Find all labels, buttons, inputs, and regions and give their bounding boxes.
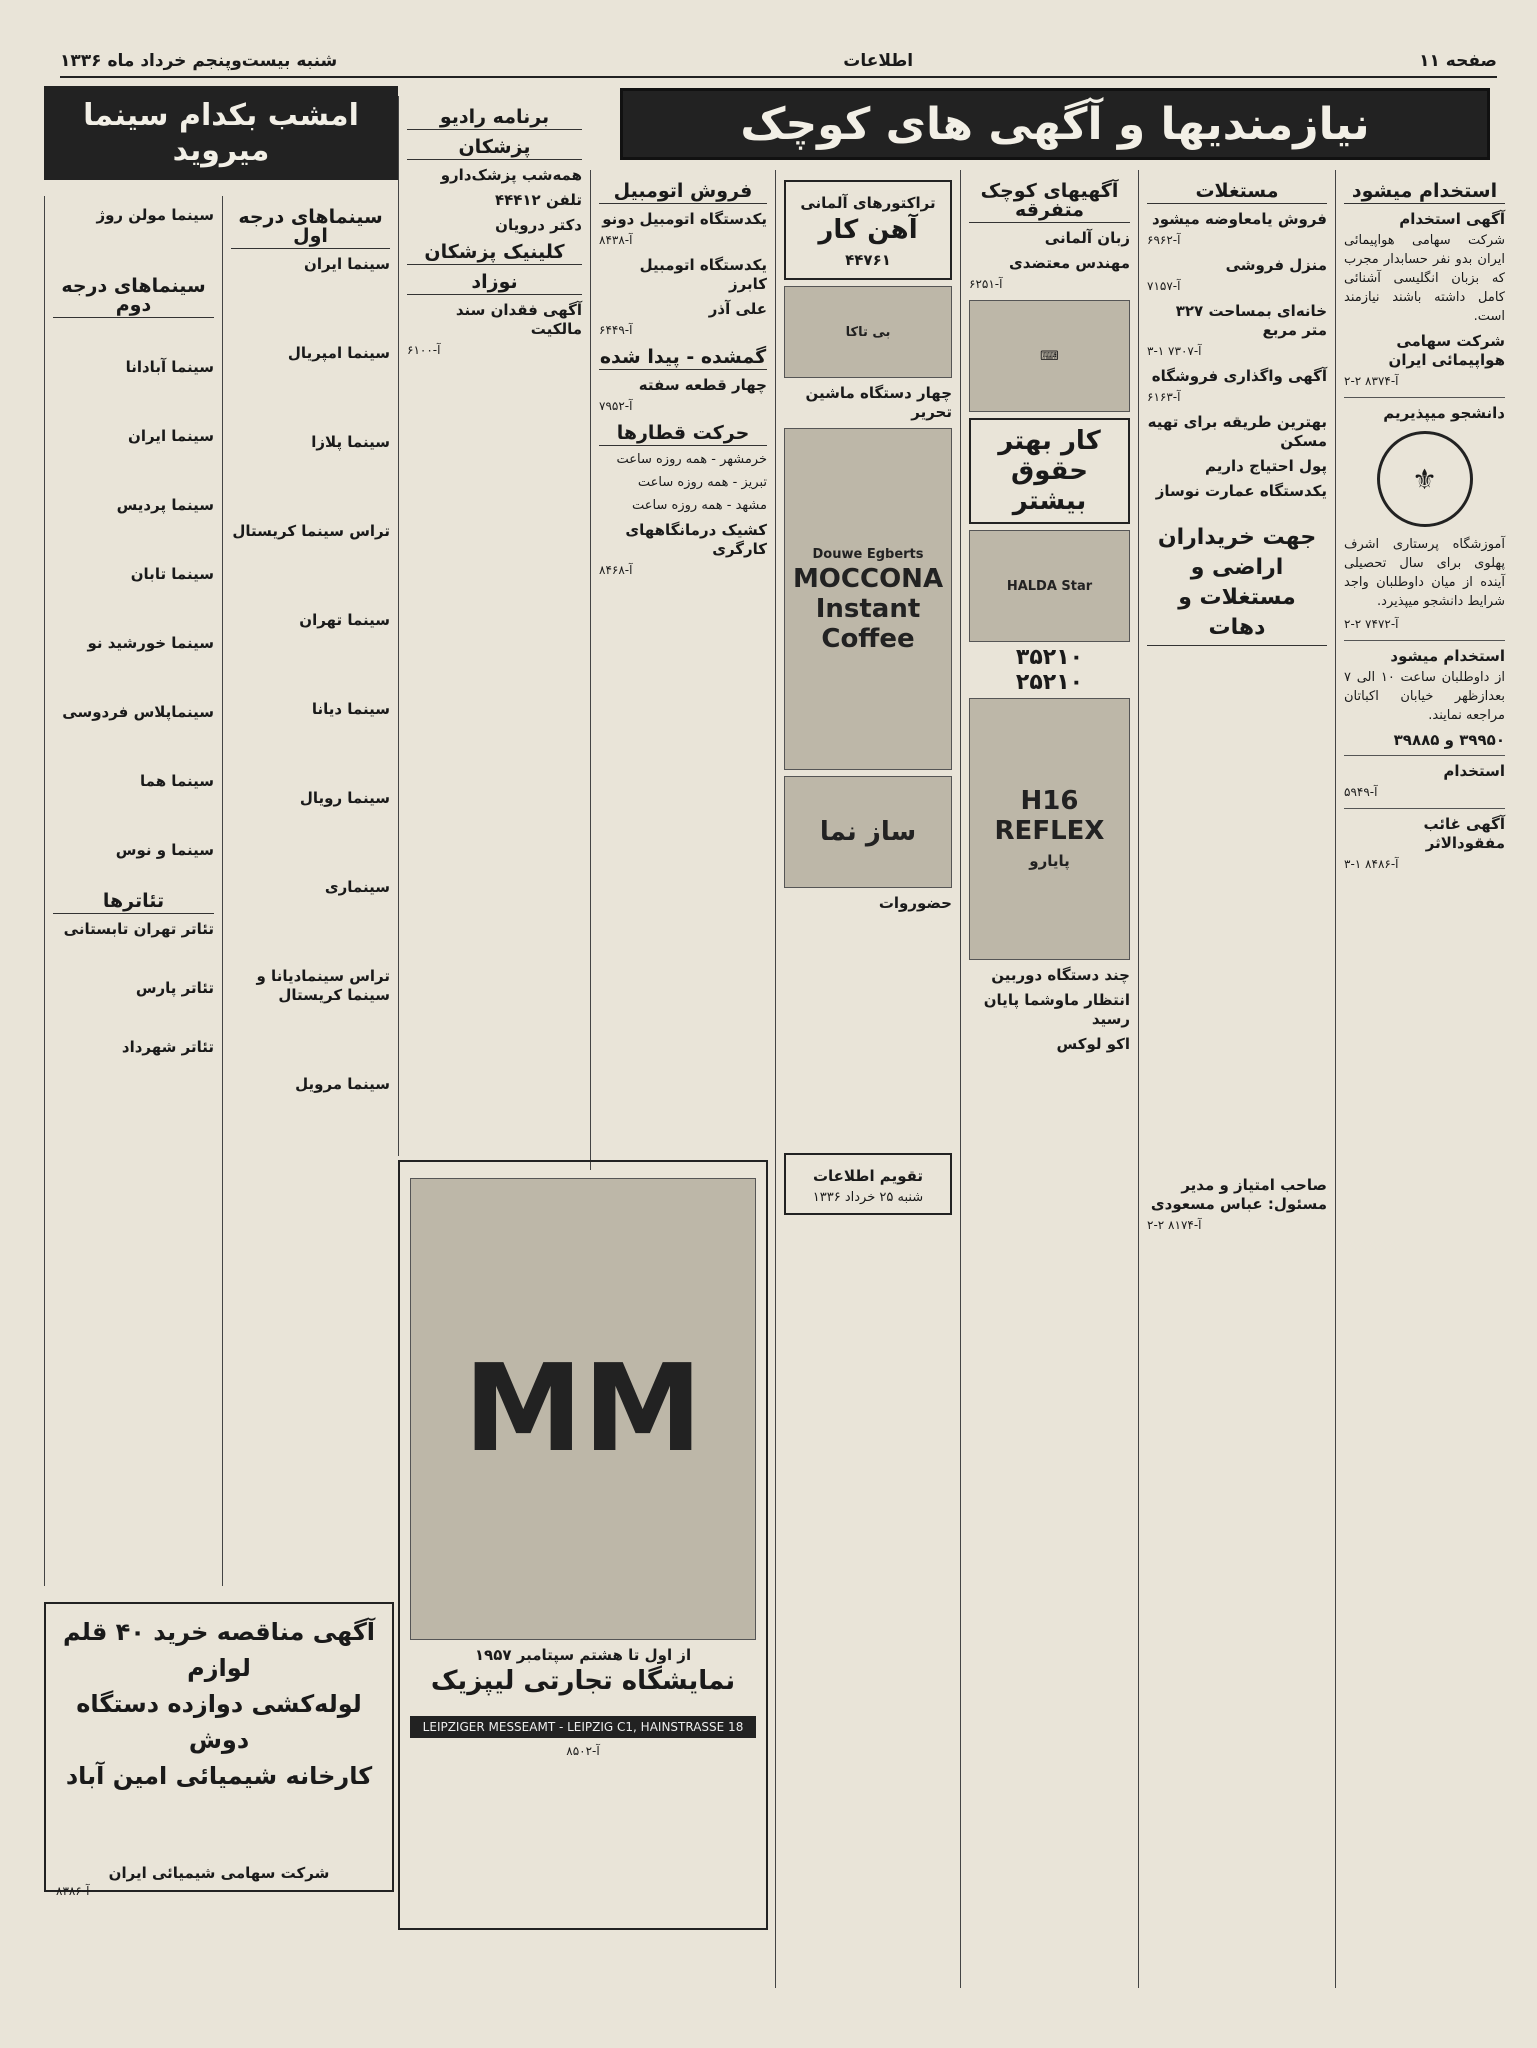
divider xyxy=(1344,397,1505,398)
ad-heading: اکو لوکس xyxy=(1056,1035,1130,1053)
ad-brand: ساز نما xyxy=(819,817,917,847)
cinema-banner xyxy=(44,86,398,180)
section-title: پزشکان xyxy=(407,136,582,160)
ad-signature: شرکت سهامی هواپیمائی ایران xyxy=(1388,332,1505,369)
ad-brand: آهن کار xyxy=(818,215,918,245)
section-title: آگهیهای کوچک متفرقه xyxy=(969,180,1130,223)
ad-body: آموزشگاه پرستاری اشرف پهلوی برای سال تحصیلی آینده از میان داوطلبان واجد شرایط دانشجو میپذیرد. xyxy=(1344,537,1505,609)
ad-heading: آگهی واگذاری فروشگاه xyxy=(1151,367,1327,385)
ad-signature: مهندس معتضدی xyxy=(1009,254,1130,272)
issue-date: شنبه بیست‌و‌پنجم خرداد ماه ۱۳۳۶ xyxy=(60,51,338,71)
ad-code: آ-۷۱۵۷ xyxy=(1147,279,1181,293)
ad-body: از داوطلبان ساعت ۱۰ الی ۷ بعدازظهر خیابان اکباتان مراجعه نمایند. xyxy=(1344,670,1505,723)
theater-name: تئاتر شهرداد xyxy=(121,1038,214,1056)
cinema-name: سینماپلاس فردوسی xyxy=(62,703,214,721)
ad-heading: بهترین طریقه برای تهیه مسکن xyxy=(1147,413,1327,450)
cinema-name: سینما تابان xyxy=(130,565,214,583)
column-misc-ads xyxy=(960,170,1138,1988)
calendar-box xyxy=(784,1153,952,1215)
column-cinemas-second xyxy=(44,196,222,1586)
cinema-name: تراس سینمادیانا و سینما کریستال xyxy=(256,967,390,1004)
page-number: صفحه ۱۱ xyxy=(1419,51,1497,71)
ad-heading: تراکتورهای آلمانی xyxy=(800,194,936,212)
ad-brand: بی تاکا xyxy=(845,324,891,340)
ad-heading: استخدام xyxy=(1443,762,1505,780)
column-employment xyxy=(1335,170,1513,1988)
cinema-name: سینما مولن روژ xyxy=(96,206,214,224)
coffee-tin-icon xyxy=(784,428,952,770)
cinema-name: سینما پلازا xyxy=(311,433,390,451)
column-cinemas-first xyxy=(222,196,398,1586)
ad-heading: انتظار ماوشما پایان رسید xyxy=(983,991,1130,1028)
ad-heading: همه‌شب پزشک‌دارو xyxy=(440,166,582,184)
job-ad xyxy=(969,418,1130,524)
page-header xyxy=(60,46,1497,78)
divider xyxy=(1344,640,1505,641)
section-title: گمشده - پیدا شده xyxy=(599,346,767,368)
section-title: سینماهای درجه دوم xyxy=(53,275,214,318)
ad-phone: تلفن ۴۴۴۱۲ xyxy=(494,191,582,209)
ad-heading: منزل فروشی xyxy=(1225,256,1327,274)
ad-heading: دانشجو میپذیریم xyxy=(1383,404,1505,422)
fair-date: از اول تا هشتم سپتامبر ۱۹۵۷ xyxy=(474,1646,692,1664)
train-line: مشهد - همه روزه ساعت xyxy=(632,498,767,513)
ad-code: ۳-۱ آ-۷۳۰۷ xyxy=(1147,344,1202,358)
ad-heading: آگهی فقدان سند مالکیت xyxy=(455,301,582,338)
camera-icon xyxy=(969,698,1130,960)
toothpaste-icon xyxy=(784,286,952,378)
section-title: فروش اتومبیل xyxy=(599,180,767,204)
ad-signature: علی آذر xyxy=(708,300,767,318)
ad-heading: چهار دستگاه ماشین تحریر xyxy=(805,384,952,421)
ad-brand: Douwe Egberts xyxy=(812,546,924,562)
tender-signature: شرکت سهامی شیمیائی ایران xyxy=(108,1864,330,1882)
ad-code: آ-۶۲۵۱ xyxy=(969,277,1003,291)
ad-heading: حضوروات xyxy=(878,894,952,912)
tender-line: آگهی مناقصه خرید ۴۰ قلم لوازم xyxy=(62,1618,376,1682)
ad-heading: چهار قطعه سفته xyxy=(638,376,767,394)
cinema-name: سینما خورشید نو xyxy=(87,634,214,652)
ad-code: آ-۶۴۴۹ xyxy=(599,323,633,337)
ad-code: ۲-۲ آ-۷۴۷۲ xyxy=(1344,617,1399,631)
ad-heading: فروش یامعاوضه میشود xyxy=(1152,210,1327,228)
ad-subbrand: پایارو xyxy=(1029,851,1070,870)
ad-code: ۲-۲ آ-۸۳۷۴ xyxy=(1344,374,1399,388)
ad-phone: ۴۴۷۶۱ xyxy=(845,251,891,269)
divider xyxy=(1344,755,1505,756)
cinema-name: سینما هما xyxy=(140,772,214,790)
fair-footer: LEIPZIGER MESSEAMT - LEIPZIG C1, HAINSTRASSE 18 xyxy=(410,1716,756,1738)
ad-heading: کشیک درمانگاههای کارگری xyxy=(625,521,767,558)
ad-heading: استخدام میشود xyxy=(1390,647,1505,665)
ad-code: آ-۶۱۰۰ xyxy=(407,343,441,357)
ad-heading: یکدستگاه اتومبیل کابرز xyxy=(639,256,767,293)
ad-phone: ۳۵۲۱۰ xyxy=(1015,645,1084,670)
theater-name: تئاتر پارس xyxy=(135,979,214,997)
section-title: نوزاد xyxy=(407,271,582,295)
ad-code: آ-۷۹۵۲ xyxy=(599,399,633,413)
ad-brand: HALDA Star xyxy=(1006,578,1093,594)
ad-phone: ۲۵۲۱۰ xyxy=(1015,670,1084,695)
column-radio-doctors xyxy=(398,96,590,1156)
ad-product: MOCCONA Instant Coffee xyxy=(792,563,944,654)
section-title: تئاترها xyxy=(53,890,214,914)
cinema-name: سینما و نوس xyxy=(115,841,214,859)
ad-heading: دکتر درویان xyxy=(495,216,582,234)
cinema-name: سینماری xyxy=(324,878,390,896)
ad-body-space xyxy=(1147,650,1327,1170)
cinema-name: سینما مرویل xyxy=(295,1075,390,1093)
leipzig-fair-ad xyxy=(398,1160,768,1930)
ad-code: آ-۸۴۳۸ xyxy=(599,233,633,247)
tender-line: لوله‌کشی دوازده دستگاه دوش xyxy=(76,1690,362,1754)
cinema-name: سینما رویال xyxy=(299,789,390,807)
ad-code: آ-۵۹۴۹ xyxy=(1344,785,1378,799)
ad-code: آ-۸۳۸۶ xyxy=(56,1884,90,1898)
newspaper-name: اطلاعات xyxy=(843,51,914,71)
section-title: استخدام میشود xyxy=(1344,180,1505,204)
classifieds-banner-title: نیازمندیها و آگهی های کوچک xyxy=(740,98,1370,150)
column-product-ads xyxy=(775,170,960,1988)
ad-phone: ۳۹۹۵۰ و ۳۹۸۸۵ xyxy=(1393,731,1505,749)
illustration-icon: ⌨ xyxy=(969,300,1130,412)
ad-heading: پول احتیاج داریم xyxy=(1204,457,1327,475)
ad-code: آ-۸۴۶۸ xyxy=(599,563,633,577)
cinema-name: سینما امپریال xyxy=(287,344,390,362)
ad-code: آ-۶۹۶۲ xyxy=(1147,233,1181,247)
ad-heading: خانه‌ای بمساحت ۳۲۷ متر مربع xyxy=(1175,302,1327,339)
section-title: کلینیک پزشکان xyxy=(407,241,582,265)
cinema-name: سینما ایران xyxy=(304,255,390,273)
section-title: حرکت قطارها xyxy=(599,422,767,446)
section-title: سینماهای درجه اول xyxy=(231,206,390,249)
cinema-name: سینما دیانا xyxy=(311,700,390,718)
tractor-ad xyxy=(784,180,952,280)
cinema-name: سینما تهران xyxy=(299,611,390,629)
calendar-date: شنبه ۲۵ خرداد ۱۳۳۶ xyxy=(812,1190,924,1205)
publisher-signature: صاحب امتیاز و مدیر مسئول: عباس مسعودی xyxy=(1150,1176,1327,1213)
cinema-banner-title: امشب بکدام سینما میروید xyxy=(83,98,359,168)
ad-heading: کار بهتر حقوق بیشتر xyxy=(998,426,1101,516)
train-line: خرمشهر - همه روزه ساعت xyxy=(616,452,767,467)
ad-code: ۲-۲ آ-۸۱۷۴ xyxy=(1147,1218,1202,1232)
ad-code: ۳-۱ آ-۸۴۸۶ xyxy=(1344,857,1399,871)
ad-brand: H16 REFLEX xyxy=(994,785,1105,846)
cinema-name: سینما آبادانا xyxy=(125,358,214,376)
theater-name: تئاتر تهران تابستانی xyxy=(63,920,214,938)
tender-ad xyxy=(44,1602,394,1898)
tender-line: کارخانه شیمیائی امین آباد xyxy=(65,1762,373,1790)
cinema-name: سینما پردیس xyxy=(116,496,214,514)
ad-heading: یکدستگاه اتومبیل دونو xyxy=(602,210,767,228)
fair-title: نمایشگاه تجارتی لیپزیک xyxy=(430,1666,736,1696)
section-title: جهت خریداران اراضی و مستغلات و دهات xyxy=(1147,521,1327,646)
cinema-name: تراس سینما کریستال xyxy=(232,522,390,540)
emblem-icon: ⚜ xyxy=(1377,431,1473,527)
ad-heading: آگهی استخدام xyxy=(1399,210,1505,228)
tools-ad-icon xyxy=(784,776,952,888)
mm-logo-icon: MM xyxy=(410,1178,756,1640)
calendar-title: تقویم اطلاعات xyxy=(812,1167,924,1185)
ad-heading: آگهی غائب مفقودالاثر xyxy=(1423,815,1505,852)
ad-heading: یکدستگاه عمارت نوساز xyxy=(1155,482,1327,500)
divider xyxy=(1344,808,1505,809)
column-autos-trains xyxy=(590,170,775,1170)
ad-body: شرکت سهامی هواپیمائی ایران بدو نفر حسابدار مجرب که بزبان انگلیسی آشنائی کامل داشته باشند نیازمند است. xyxy=(1344,233,1505,324)
ad-heading: زبان آلمانی xyxy=(1044,229,1130,247)
ad-code: آ-۶۱۶۳ xyxy=(1147,390,1181,404)
column-real-estate xyxy=(1138,170,1335,1988)
typewriter-icon xyxy=(969,530,1130,642)
section-title: مستغلات xyxy=(1147,180,1327,204)
train-line: تبریز - همه روزه ساعت xyxy=(637,475,767,490)
classifieds-banner xyxy=(620,88,1490,160)
ad-code: آ-۸۵۰۲ xyxy=(566,1744,600,1758)
cinema-name: سینما ایران xyxy=(128,427,214,445)
section-title: برنامه رادیو xyxy=(407,106,582,130)
ad-heading: چند دستگاه دوربین xyxy=(991,966,1130,984)
